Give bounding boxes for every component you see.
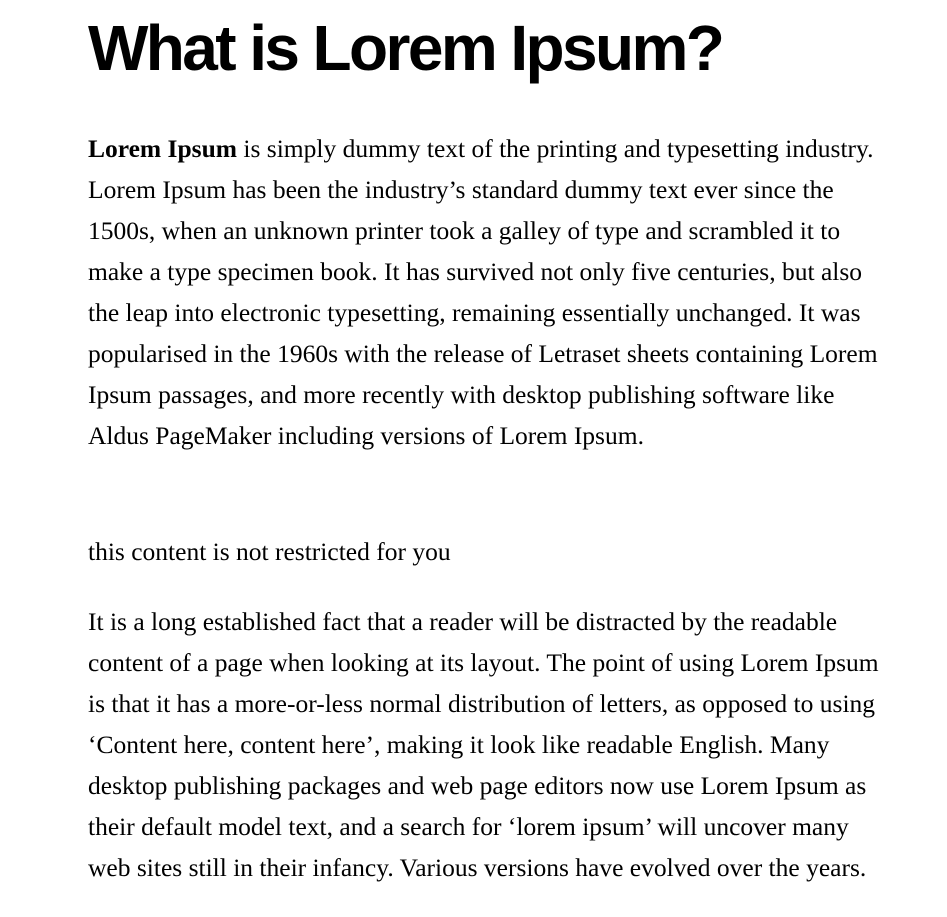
paragraph-intro-text: is simply dummy text of the printing and typesetting industry. Lorem Ipsum has been the industry’s standard dummy text ever since the 1500s, when an unknown printer took a galley of type and scrambled it to make a type specimen book. It has survived not only five centuries, but also the leap into electronic typesetting, remaining essentially unchanged. It was popularised in the 1960s with the release of Letraset sheets containing Lorem Ipsum passages, and more recently with desktop publishing software like Aldus PageMaker including versions of Lorem Ipsum. xyxy=(88,134,878,450)
paragraph-intro xyxy=(88,128,878,456)
page-title: What is Lorem Ipsum? xyxy=(88,12,723,84)
restriction-notice: this content is not restricted for you xyxy=(88,537,451,566)
paragraph-intro-bold-lead: Lorem Ipsum xyxy=(88,134,238,163)
paragraph-second: It is a long established fact that a reader will be distracted by the readable content of a page when looking at its layout. The point of using Lorem Ipsum is that it has a more-or-less normal distribution of letters, as opposed to using ‘Content here, content here’, making it look like readable English. Many desktop publishing packages and web page editors now use Lorem Ipsum as their default model text, and a search for ‘lorem ipsum’ will uncover many web sites still in their infancy. Various versions have evolved over the years. xyxy=(88,607,879,882)
article xyxy=(88,0,888,882)
